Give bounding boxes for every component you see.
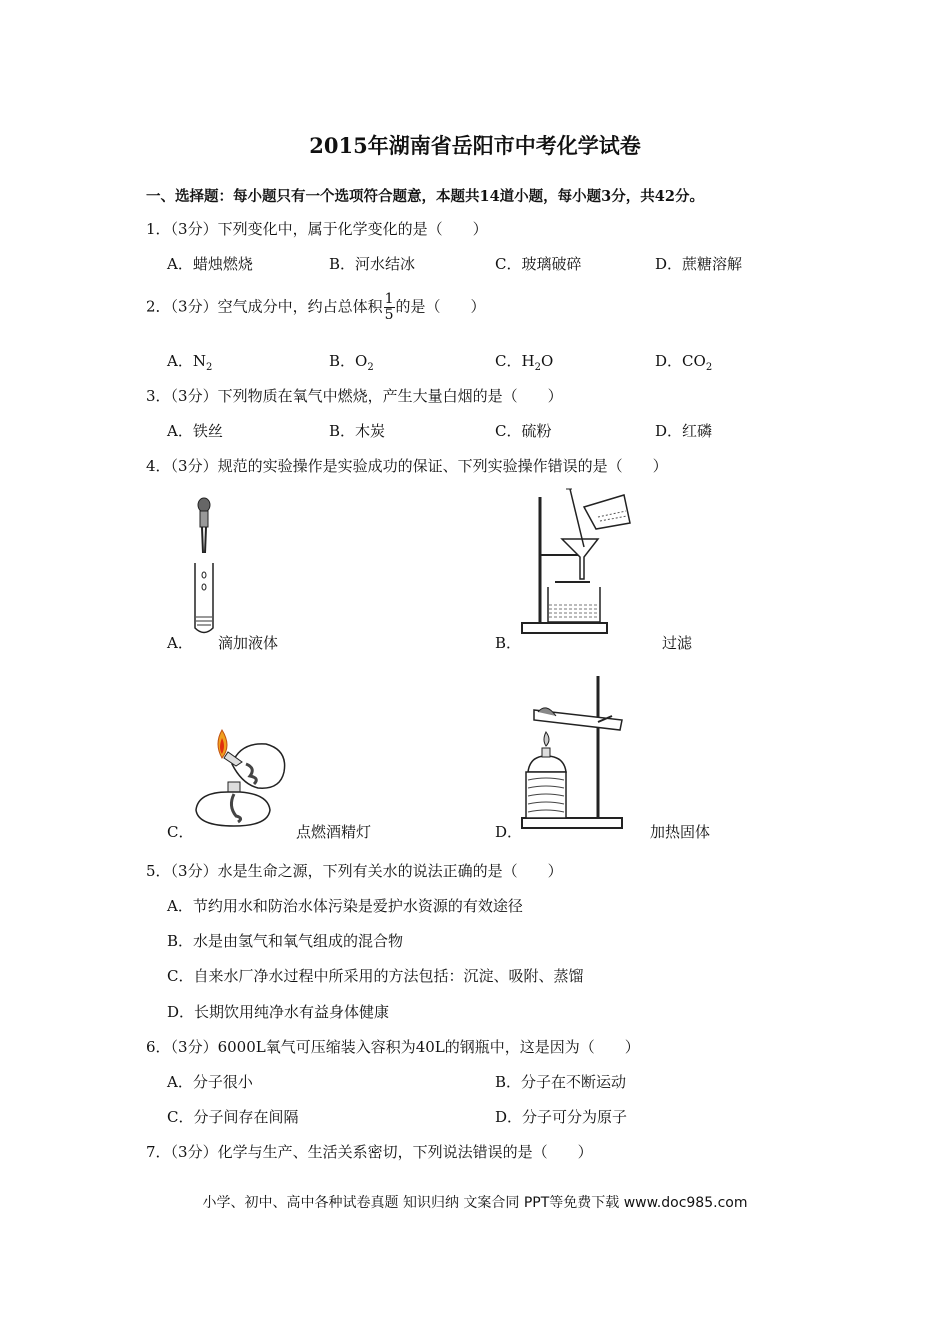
question-1-option-d: D．蔗糖溶解: [655, 255, 743, 273]
question-3-option-c: C．硫粉: [495, 422, 552, 440]
question-6-stem: 6．（3分）6000L氧气可压缩装入容积为40L的钢瓶中，这是因为（ ）: [146, 1038, 640, 1056]
question-4-option-a: A．: [167, 634, 193, 652]
question-7-stem: 7．（3分）化学与生产、生活关系密切，下列说法错误的是（ ）: [146, 1143, 593, 1161]
fraction-numerator: 1: [384, 291, 394, 307]
question-2-stem-pre: 2．（3分）空气成分中，约占总体积: [146, 297, 383, 316]
footer-text: 小学、初中、高中各种试卷真题 知识归纳 文案合同 PPT等免费下载 www.doc985.com: [202, 1195, 748, 1211]
question-2-option-c: C．$H_2O$: [495, 352, 554, 373]
question-5-option-b: B．水是由氢气和氧气组成的混合物: [167, 932, 404, 950]
question-5-option-c: C．自来水厂净水过程中所采用的方法包括：沉淀、吸附、蒸馏: [167, 967, 584, 985]
question-6-option-c: C．分子间存在间隔: [167, 1108, 299, 1126]
question-4-option-d-caption: 加热固体: [650, 823, 711, 841]
question-6-option-b: B．分子在不断运动: [495, 1073, 627, 1091]
filtration-figure: [520, 487, 650, 637]
page-title: 2015年湖南省岳阳市中考化学试卷: [309, 133, 641, 158]
question-5-option-d: D．长期饮用纯净水有益身体健康: [167, 1003, 390, 1021]
question-4-option-c-caption: 点燃酒精灯: [296, 823, 372, 841]
heating-solid-figure: [520, 672, 640, 832]
question-4-option-c: C．: [167, 823, 194, 841]
question-1-stem: 1．（3分）下列变化中，属于化学变化的是（ ）: [146, 220, 488, 238]
question-4-option-d: D．: [495, 823, 523, 841]
fraction: [384, 292, 395, 323]
question-2-option-b: B．$O_2$: [329, 352, 374, 373]
question-2-stem: [146, 292, 486, 323]
question-3-option-b: B．木炭: [329, 422, 386, 440]
question-4-option-a-caption: 滴加液体: [218, 634, 279, 652]
section-heading: 一、选择题：每小题只有一个选项符合题意，本题共14道小题，每小题3分，共42分。: [146, 188, 704, 205]
question-3-stem: 3．（3分）下列物质在氧气中燃烧，产生大量白烟的是（ ）: [146, 387, 563, 405]
question-4-option-b-caption: 过滤: [662, 634, 693, 652]
question-2-option-a: A．$N_2$: [167, 352, 213, 373]
question-1-option-b: B．河水结冰: [329, 255, 416, 273]
question-1-option-c: C．玻璃破碎: [495, 255, 582, 273]
alcohol-lamp-figure: [188, 722, 298, 832]
question-2-stem-post: 的是（ ）: [395, 297, 486, 316]
fraction-denominator: 5: [384, 307, 394, 323]
question-5-option-a: A．节约用水和防治水体污染是爱护水资源的有效途径: [167, 897, 523, 915]
question-3-option-d: D．红磷: [655, 422, 713, 440]
question-4-stem: 4．（3分）规范的实验操作是实验成功的保证、下列实验操作错误的是（ ）: [146, 457, 668, 475]
question-1-option-a: A．蜡烛燃烧: [167, 255, 253, 273]
question-3-option-a: A．铁丝: [167, 422, 223, 440]
question-4-option-b: B．: [495, 634, 522, 652]
question-6-option-d: D．分子可分为原子: [495, 1108, 628, 1126]
dropper-test-tube-figure: [188, 495, 228, 640]
question-6-option-a: A．分子很小: [167, 1073, 253, 1091]
question-5-stem: 5．（3分）水是生命之源，下列有关水的说法正确的是（ ）: [146, 862, 563, 880]
question-2-option-d: D．$CO_2$: [655, 352, 713, 373]
